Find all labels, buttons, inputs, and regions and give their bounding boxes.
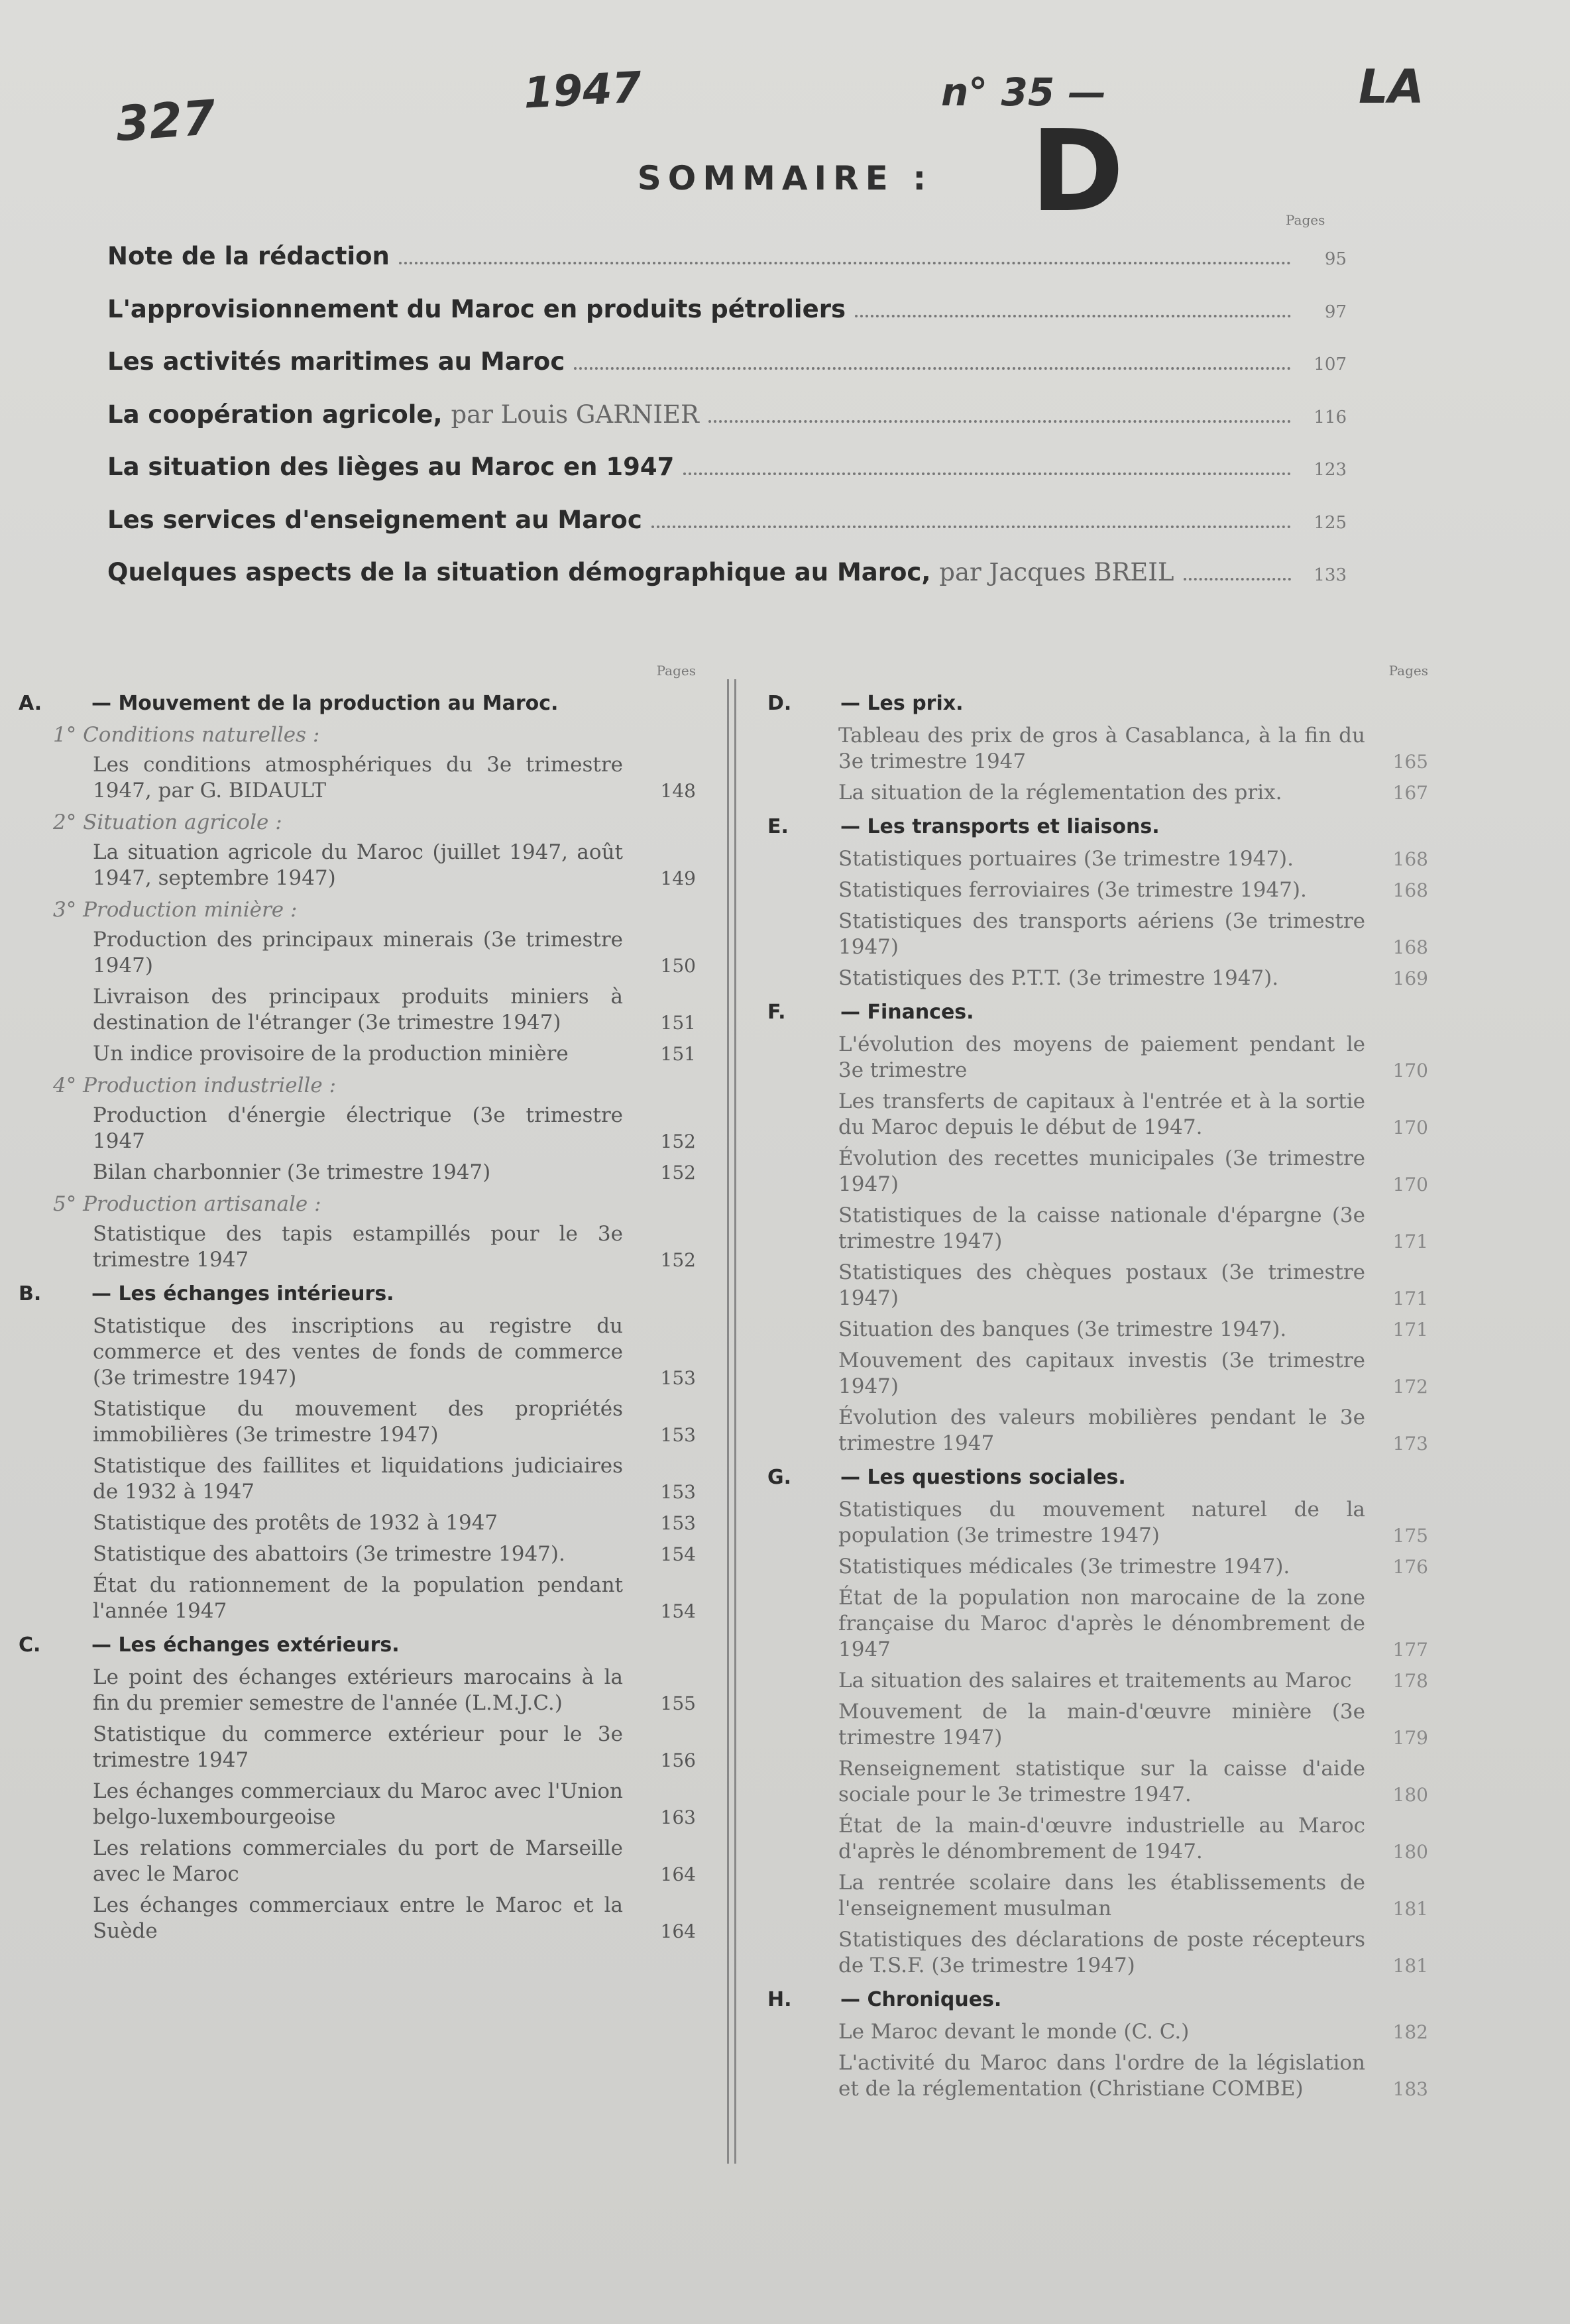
entry-text: Un indice provisoire de la production minière xyxy=(93,1042,569,1066)
toc-entry xyxy=(93,1573,696,1624)
section-heading xyxy=(13,1633,696,1657)
toc-entry xyxy=(838,1405,1428,1457)
toc-entry xyxy=(93,1779,696,1830)
toc-entry xyxy=(838,1699,1428,1751)
entry-text: Statistique des tapis estampillés pour le 3e trimestre 1947 xyxy=(93,1222,623,1272)
entry-page: 168 xyxy=(1392,848,1428,870)
entry-text: Tableau des prix de gros à Casablanca, à la fin du 3e trimestre 1947 xyxy=(838,724,1365,773)
entry-page: 181 xyxy=(1392,1898,1428,1920)
entry-text: La situation agricole du Maroc (juillet 1947, août 1947, septembre 1947) xyxy=(93,840,623,890)
entry-text: Statistiques portuaires (3e trimestre 1947). xyxy=(838,847,1294,871)
entry-page: 154 xyxy=(660,1600,696,1622)
pages-header: Pages xyxy=(1286,212,1325,228)
toc-entry xyxy=(838,1203,1428,1254)
toc-entry xyxy=(93,1893,696,1944)
toc-entry xyxy=(93,1665,696,1716)
entry-text: Évolution des valeurs mobilières pendant le 3e trimestre 1947 xyxy=(838,1406,1365,1455)
toc-entry xyxy=(838,966,1428,991)
toc-author: par Louis GARNIER xyxy=(451,400,699,429)
section-title: — Les transports et liaisons. xyxy=(840,815,1160,838)
entry-text: État de la main-d'œuvre industrielle au Maroc d'après le dénombrement de 1947. xyxy=(838,1814,1365,1863)
subsection-heading: 1° Conditions naturelles : xyxy=(53,723,320,747)
pages-header: Pages xyxy=(1388,663,1428,679)
entry-page: 179 xyxy=(1392,1727,1428,1749)
entry-text: Le Maroc devant le monde (C. C.) xyxy=(838,2020,1190,2044)
entry-text: Les échanges commerciaux du Maroc avec l'Union belgo-luxembourgeoise xyxy=(93,1779,623,1829)
toc-entry xyxy=(93,927,696,979)
toc-entry xyxy=(93,1041,696,1067)
section-letter: C. xyxy=(19,1633,41,1657)
entry-text: Statistique des protêts de 1932 à 1947 xyxy=(93,1511,498,1535)
toc-entry xyxy=(93,1221,696,1273)
entry-page: 170 xyxy=(1392,1117,1428,1138)
toc-row xyxy=(107,242,1347,295)
toc-entry xyxy=(93,1541,696,1567)
entry-text: L'activité du Maroc dans l'ordre de la législation et de la réglementation (Christiane COMBE) xyxy=(838,2051,1365,2101)
section-letter: A. xyxy=(19,692,42,715)
section-heading xyxy=(13,1282,696,1305)
toc-entry xyxy=(838,1554,1428,1580)
subsection-heading: 5° Production artisanale : xyxy=(53,1192,321,1216)
toc-entry xyxy=(93,840,696,891)
entry-page: 150 xyxy=(660,955,696,977)
entry-text: La situation de la réglementation des prix. xyxy=(838,781,1282,804)
stamp-letter: D xyxy=(1031,106,1125,237)
entry-text: Statistiques de la caisse nationale d'épargne (3e trimestre 1947) xyxy=(838,1203,1365,1253)
entry-text: Mouvement des capitaux investis (3e trimestre 1947) xyxy=(838,1349,1365,1398)
entry-page: 164 xyxy=(660,1920,696,1942)
entry-page: 149 xyxy=(660,867,696,889)
toc-entry xyxy=(93,1396,696,1448)
entry-page: 168 xyxy=(1392,936,1428,958)
entry-text: Production des principaux minerais (3e trimestre 1947) xyxy=(93,928,623,977)
entry-page: 152 xyxy=(660,1249,696,1271)
subsection-heading: 4° Production industrielle : xyxy=(53,1074,337,1097)
toc-entry xyxy=(838,1668,1428,1694)
entry-page: 176 xyxy=(1392,1556,1428,1578)
section-heading xyxy=(13,692,696,715)
toc-entry xyxy=(93,1160,696,1186)
toc-page: 107 xyxy=(1314,355,1347,374)
toc-author: par Jacques BREIL xyxy=(939,558,1174,586)
entry-text: La rentrée scolaire dans les établissements de l'enseignement musulman xyxy=(838,1871,1365,1920)
entry-text: Renseignement statistique sur la caisse d'aide sociale pour le 3e trimestre 1947. xyxy=(838,1757,1365,1806)
section-letter: B. xyxy=(19,1282,42,1305)
entry-page: 180 xyxy=(1392,1841,1428,1863)
toc-entry xyxy=(838,1089,1428,1140)
entry-text: Statistique des inscriptions au registre du commerce et des ventes de fonds de commerce (3e trimestre 1947) xyxy=(93,1314,623,1390)
entry-text: Statistiques des chèques postaux (3e trimestre 1947) xyxy=(838,1260,1365,1310)
toc-title: La coopération agricole, xyxy=(107,400,443,429)
entry-text: Statistique du commerce extérieur pour le 3e trimestre 1947 xyxy=(93,1722,623,1772)
toc-entry xyxy=(838,1756,1428,1808)
handwritten-year: 1947 xyxy=(522,63,643,119)
toc-row xyxy=(107,347,1347,400)
entry-text: Statistiques du mouvement naturel de la population (3e trimestre 1947) xyxy=(838,1498,1365,1547)
right-column xyxy=(762,663,1428,2107)
toc-entry xyxy=(93,984,696,1036)
section-heading xyxy=(762,1988,1428,2011)
entry-text: Statistiques des P.T.T. (3e trimestre 1947). xyxy=(838,966,1279,990)
section-title: — Les prix. xyxy=(840,692,964,715)
subsection-heading: 2° Situation agricole : xyxy=(53,810,282,834)
entry-page: 183 xyxy=(1392,2078,1428,2100)
entry-page: 168 xyxy=(1392,879,1428,901)
toc-entry xyxy=(93,1510,696,1536)
toc-entry xyxy=(838,723,1428,775)
entry-page: 175 xyxy=(1392,1525,1428,1547)
page-title: SOMMAIRE : xyxy=(637,159,933,197)
entry-text: La situation des salaires et traitements au Maroc xyxy=(838,1669,1352,1692)
section-heading xyxy=(762,815,1428,838)
toc-page: 95 xyxy=(1324,249,1347,269)
leader-dots xyxy=(708,420,1291,423)
entry-text: Statistique du mouvement des propriétés immobilières (3e trimestre 1947) xyxy=(93,1397,623,1447)
leader-dots xyxy=(574,367,1291,370)
handwritten-number: 327 xyxy=(114,89,218,152)
section-title: — Finances. xyxy=(840,1001,974,1024)
main-toc xyxy=(107,242,1347,611)
entry-page: 152 xyxy=(660,1131,696,1152)
toc-entry xyxy=(838,1032,1428,1083)
section-heading xyxy=(762,1001,1428,1024)
entry-text: Situation des banques (3e trimestre 1947). xyxy=(838,1317,1287,1341)
left-column xyxy=(13,663,696,1950)
entry-text: Statistiques des transports aériens (3e trimestre 1947) xyxy=(838,909,1365,959)
toc-row xyxy=(107,295,1347,348)
entry-text: Statistique des abattoirs (3e trimestre 1947). xyxy=(93,1542,565,1566)
toc-entry xyxy=(93,1722,696,1773)
section-letter: E. xyxy=(767,815,789,838)
toc-entry xyxy=(93,752,696,804)
toc-title: L'approvisionnement du Maroc en produits pétroliers xyxy=(107,294,846,323)
toc-row xyxy=(107,400,1347,453)
entry-page: 180 xyxy=(1392,1784,1428,1806)
entry-page: 170 xyxy=(1392,1174,1428,1195)
entry-page: 151 xyxy=(660,1043,696,1065)
toc-entry xyxy=(838,1927,1428,1979)
entry-page: 171 xyxy=(1392,1288,1428,1309)
handwritten-corner: LA xyxy=(1359,60,1424,114)
toc-title: La situation des lièges au Maroc en 1947 xyxy=(107,453,675,481)
entry-page: 153 xyxy=(660,1512,696,1534)
toc-page: 123 xyxy=(1314,460,1347,480)
toc-row xyxy=(107,506,1347,559)
column-divider xyxy=(727,679,729,2164)
entry-text: État du rationnement de la population pendant l'année 1947 xyxy=(93,1573,623,1623)
toc-title: Quelques aspects de la situation démographique au Maroc, xyxy=(107,558,931,586)
entry-text: Le point des échanges extérieurs marocains à la fin du premier semestre de l'année (L.M.J.C.) xyxy=(93,1665,623,1715)
entry-page: 181 xyxy=(1392,1955,1428,1977)
entry-text: Statistiques médicales (3e trimestre 1947). xyxy=(838,1555,1290,1578)
entry-page: 154 xyxy=(660,1543,696,1565)
handwritten-issue: n° 35 — xyxy=(941,70,1107,115)
toc-entry xyxy=(838,1317,1428,1343)
entry-page: 155 xyxy=(660,1692,696,1714)
subsection-heading: 3° Production minière : xyxy=(53,898,298,922)
toc-entry xyxy=(93,1453,696,1505)
entry-page: 164 xyxy=(660,1863,696,1885)
leader-dots xyxy=(855,315,1291,317)
section-title: — Mouvement de la production au Maroc. xyxy=(91,692,559,715)
entry-page: 173 xyxy=(1392,1433,1428,1455)
toc-entry xyxy=(838,1497,1428,1549)
toc-row xyxy=(107,558,1347,611)
entry-text: Bilan charbonnier (3e trimestre 1947) xyxy=(93,1160,491,1184)
section-letter: F. xyxy=(767,1001,786,1024)
section-title: — Les questions sociales. xyxy=(840,1466,1126,1489)
section-heading xyxy=(762,692,1428,715)
section-letter: H. xyxy=(767,1988,792,2011)
entry-text: Les échanges commerciaux entre le Maroc et la Suède xyxy=(93,1893,623,1943)
toc-page: 125 xyxy=(1314,512,1347,533)
entry-page: 163 xyxy=(660,1806,696,1828)
entry-page: 177 xyxy=(1392,1639,1428,1661)
section-letter: D. xyxy=(767,692,792,715)
section-title: — Les échanges intérieurs. xyxy=(91,1282,394,1305)
toc-entry xyxy=(93,1103,696,1154)
entry-text: Les conditions atmosphériques du 3e trimestre 1947, par G. BIDAULT xyxy=(93,753,623,802)
entry-page: 153 xyxy=(660,1424,696,1446)
section-title: — Les échanges extérieurs. xyxy=(91,1633,400,1657)
toc-title: Note de la rédaction xyxy=(107,242,390,270)
section-heading xyxy=(762,1466,1428,1489)
entry-text: Livraison des principaux produits miniers à destination de l'étranger (3e trimestre 1947) xyxy=(93,985,623,1034)
entry-page: 172 xyxy=(1392,1376,1428,1398)
entry-page: 171 xyxy=(1392,1319,1428,1341)
entry-text: Mouvement de la main-d'œuvre minière (3e trimestre 1947) xyxy=(838,1700,1365,1749)
toc-row xyxy=(107,453,1347,506)
toc-entry xyxy=(838,1813,1428,1865)
toc-title: Les activités maritimes au Maroc xyxy=(107,347,565,376)
entry-page: 156 xyxy=(660,1749,696,1771)
entry-page: 153 xyxy=(660,1367,696,1389)
toc-entry xyxy=(838,909,1428,960)
entry-text: Production d'énergie électrique (3e trimestre 1947 xyxy=(93,1103,623,1153)
toc-entry xyxy=(93,1836,696,1887)
leader-dots xyxy=(651,526,1291,528)
toc-entry xyxy=(838,1146,1428,1197)
toc-entry xyxy=(838,1585,1428,1663)
toc-entry xyxy=(838,1348,1428,1400)
entry-page: 178 xyxy=(1392,1670,1428,1692)
section-title: — Chroniques. xyxy=(840,1988,1002,2011)
entry-page: 182 xyxy=(1392,2021,1428,2043)
entry-page: 171 xyxy=(1392,1231,1428,1252)
toc-entry xyxy=(838,2019,1428,2045)
toc-page: 133 xyxy=(1314,565,1347,585)
toc-title: Les services d'enseignement au Maroc xyxy=(107,505,642,534)
entry-text: Statistiques ferroviaires (3e trimestre 1947). xyxy=(838,878,1307,902)
entry-page: 148 xyxy=(660,780,696,802)
toc-entry xyxy=(93,1313,696,1391)
entry-page: 153 xyxy=(660,1481,696,1503)
entry-text: Les transferts de capitaux à l'entrée et à la sortie du Maroc depuis le début de 1947. xyxy=(838,1089,1365,1139)
toc-entry xyxy=(838,1870,1428,1922)
entry-page: 151 xyxy=(660,1012,696,1034)
entry-text: L'évolution des moyens de paiement pendant le 3e trimestre xyxy=(838,1032,1365,1082)
entry-text: Évolution des recettes municipales (3e trimestre 1947) xyxy=(838,1146,1365,1196)
toc-page: 116 xyxy=(1314,407,1347,427)
pages-header: Pages xyxy=(656,663,696,679)
entry-text: Statistique des faillites et liquidations judiciaires de 1932 à 1947 xyxy=(93,1454,623,1504)
entry-text: Statistiques des déclarations de poste récepteurs de T.S.F. (3e trimestre 1947) xyxy=(838,1928,1365,1977)
entry-page: 169 xyxy=(1392,968,1428,989)
leader-dots xyxy=(1184,578,1292,581)
entry-page: 152 xyxy=(660,1162,696,1184)
entry-text: Les relations commerciales du port de Marseille avec le Maroc xyxy=(93,1836,623,1886)
toc-entry xyxy=(838,846,1428,872)
entry-page: 165 xyxy=(1392,751,1428,773)
entry-page: 170 xyxy=(1392,1060,1428,1081)
toc-page: 97 xyxy=(1324,302,1347,322)
toc-entry xyxy=(838,2050,1428,2102)
entry-page: 167 xyxy=(1392,782,1428,804)
section-letter: G. xyxy=(767,1466,792,1489)
entry-text: État de la population non marocaine de la zone française du Maroc d'après le dénombrement de 1947 xyxy=(838,1586,1365,1661)
toc-entry xyxy=(838,877,1428,903)
leader-dots xyxy=(399,262,1291,264)
toc-entry xyxy=(838,780,1428,806)
toc-entry xyxy=(838,1260,1428,1311)
leader-dots xyxy=(683,472,1291,475)
